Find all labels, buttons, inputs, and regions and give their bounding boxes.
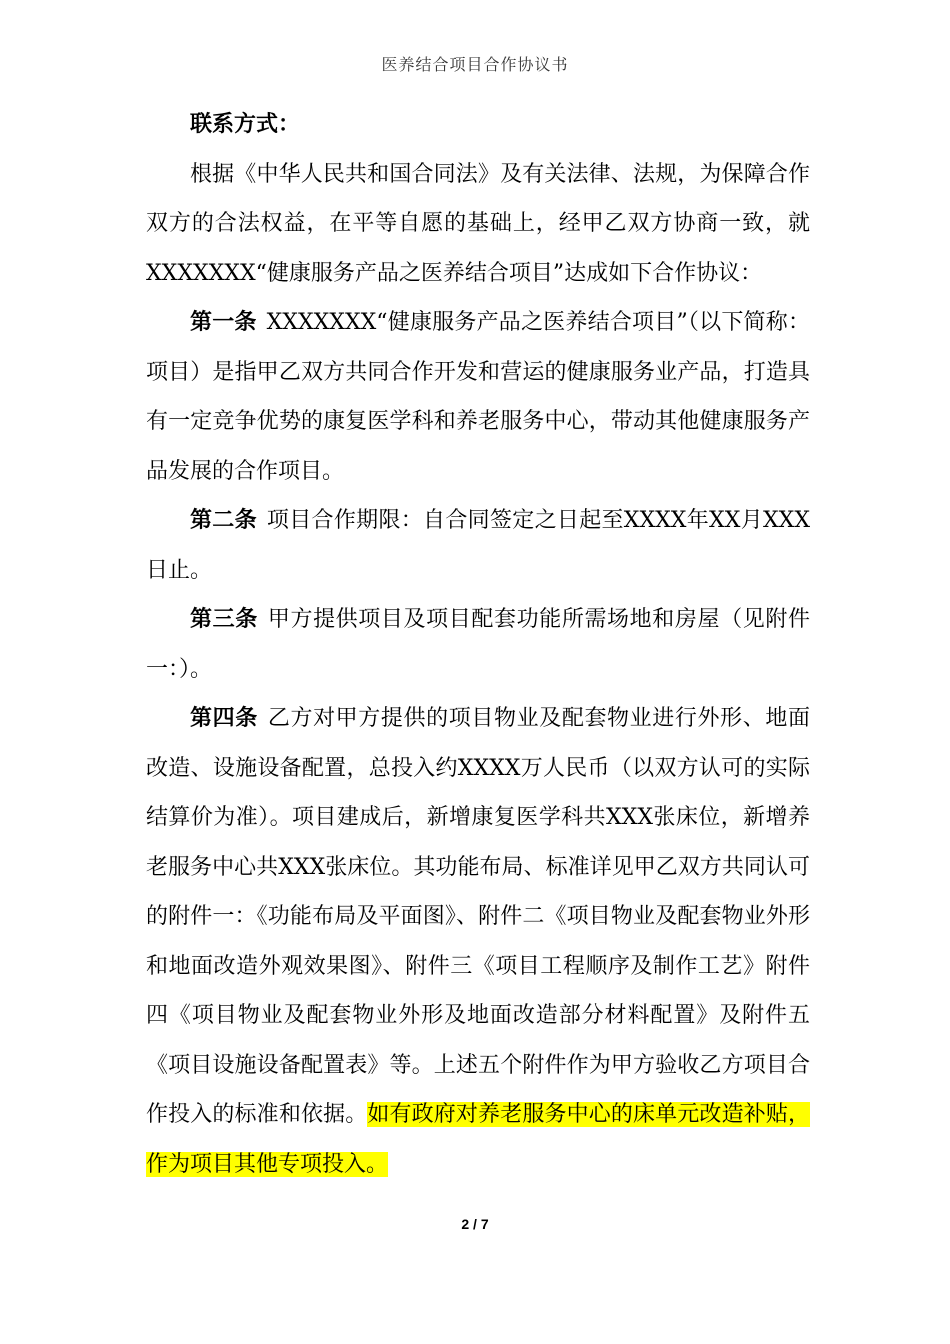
- page-number: 2 / 7: [461, 1216, 489, 1232]
- article-3-label: 第三条: [190, 606, 258, 632]
- highlighted-text: 如有政府对养老服务中心的床单元改造补贴，作为项目其他专项投入。: [146, 1102, 810, 1177]
- article-4-label: 第四条: [190, 705, 258, 731]
- article-3: [146, 595, 810, 694]
- article-2-text: 项目合作期限：自合同签定之日起至XXXX年XX月XXX日止。: [146, 508, 810, 583]
- contact-heading: 联系方式：: [190, 111, 301, 137]
- article-2: [146, 496, 810, 595]
- article-4: [146, 694, 810, 1189]
- article-1-label: 第一条: [190, 309, 257, 335]
- article-2-label: 第二条: [190, 507, 257, 533]
- article-1: [146, 298, 810, 496]
- intro-paragraph: 根据《中华人民共和国合同法》及有关法律、法规，为保障合作双方的合法权益，在平等自愿的基础上，经甲乙双方协商一致，就XXXXXXX“健康服务产品之医养结合项目”达成如下合作协议：: [146, 161, 810, 286]
- article-1-text: XXXXXXX“健康服务产品之医养结合项目”（以下简称：项目）是指甲乙双方共同合作开发和营运的健康服务业产品，打造具有一定竞争优势的康复医学科和养老服务中心，带动其他健康服务产品发展的合作项目。: [146, 310, 810, 484]
- document-body: [146, 100, 810, 1189]
- article-4-text: 乙方对甲方提供的项目物业及配套物业进行外形、地面改造、设施设备配置，总投入约XXXX万人民币（以双方认可的实际结算价为准）。项目建成后，新增康复医学科共XXX张床位，新增养老服务中心共XXX张床位。其功能布局、标准详见甲乙双方共同认可的附件一：《功能布局及平面图》、附件二《项目物业及配套物业外形和地面改造外观效果图》、附件三《项目工程顺序及制作工艺》附件四《项目物业及配套物业外形及地面改造部分材料配置》及附件五《项目设施设备配置表》等。上述五个附件作为甲方验收乙方项目合作投入的标准和依据。: [146, 706, 810, 1127]
- article-3-text: 甲方提供项目及项目配套功能所需场地和房屋（见附件一：）。: [146, 607, 810, 682]
- page-header: 医养结合项目合作协议书: [381, 55, 569, 74]
